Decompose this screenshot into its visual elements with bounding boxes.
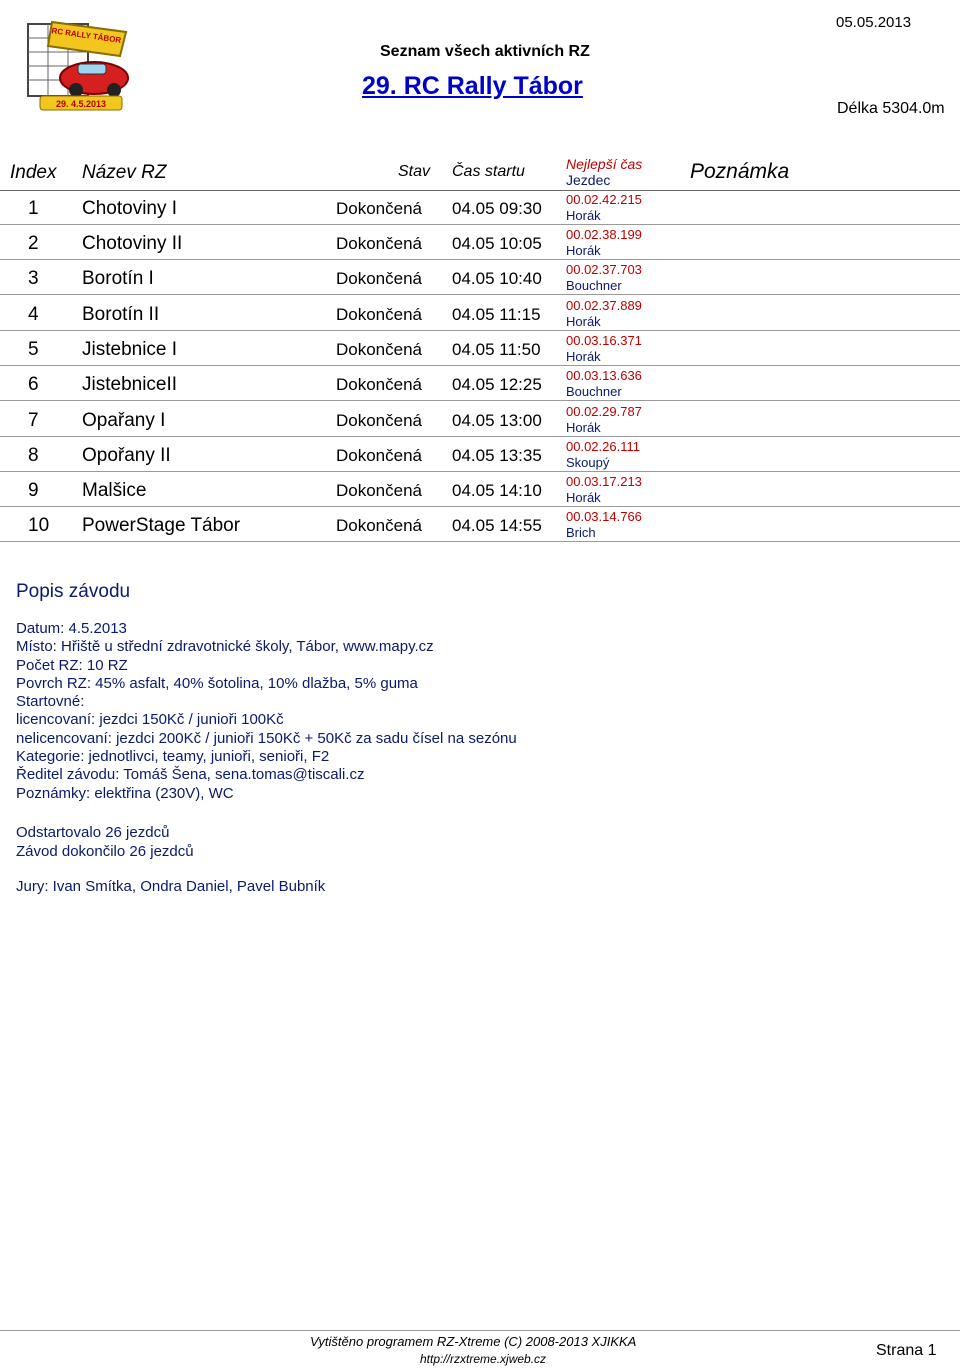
- stage-status: Dokončená: [336, 305, 423, 324]
- stage-driver: Horák: [566, 314, 601, 329]
- stage-name: Borotín I: [82, 268, 154, 289]
- stage-best-time: 00.03.13.636: [566, 368, 642, 383]
- stage-start-time: 04.05 11:50: [452, 340, 541, 359]
- started-count: Odstartovalo 26 jezdců: [16, 824, 170, 841]
- stage-index: 10: [28, 515, 50, 536]
- page-title[interactable]: 29. RC Rally Tábor: [362, 72, 583, 100]
- table-row: [0, 437, 960, 472]
- stage-start-time: 04.05 13:35: [452, 446, 542, 465]
- stage-start-time: 04.05 11:15: [452, 305, 541, 324]
- stage-start-time: 04.05 10:05: [452, 234, 542, 253]
- description-director: Ředitel závodu: Tomáš Šena, sena.tomas@tiscali.cz: [16, 766, 365, 784]
- table-row: [0, 366, 960, 401]
- stage-status: Dokončená: [336, 340, 423, 359]
- description-fee-licensed: licencovaní: jezdci 150Kč / junioři 100Kč: [16, 711, 284, 729]
- stage-name: PowerStage Tábor: [82, 515, 241, 536]
- stage-best-time: 00.02.42.215: [566, 192, 642, 207]
- page-number: Strana 1: [876, 1342, 937, 1359]
- description-heading: Popis závodu: [16, 581, 131, 602]
- description-categories: Kategorie: jednotlivci, teamy, junioři, senioři, F2: [16, 748, 330, 766]
- description-stage-count: Počet RZ: 10 RZ: [16, 656, 128, 674]
- rally-logo: [22, 16, 134, 112]
- stage-index: 2: [28, 233, 39, 254]
- stage-name: JistebniceII: [82, 374, 178, 395]
- column-header-note: Poznámka: [690, 160, 790, 183]
- stage-index: 7: [28, 410, 39, 431]
- column-header-name: Název RZ: [82, 162, 167, 183]
- jury: Jury: Ivan Smítka, Ondra Daniel, Pavel Bubník: [16, 878, 326, 895]
- stage-start-time: 04.05 14:10: [452, 481, 542, 500]
- table-row: [0, 296, 960, 331]
- row-divider: [0, 294, 960, 295]
- stage-index: 4: [28, 304, 39, 325]
- stage-driver: Brich: [566, 525, 596, 540]
- table-row: [0, 472, 960, 507]
- table-row: [0, 331, 960, 366]
- table-row: [0, 260, 960, 295]
- stage-best-time: 00.03.17.213: [566, 474, 642, 489]
- stage-start-time: 04.05 12:25: [452, 375, 542, 394]
- print-date: 05.05.2013: [836, 14, 912, 31]
- column-header-best-time: Nejlepší čas: [566, 156, 643, 172]
- stage-name: Chotoviny I: [82, 198, 178, 219]
- stage-driver: Horák: [566, 208, 601, 223]
- finished-count: Závod dokončilo 26 jezdců: [16, 843, 194, 860]
- stage-driver: Bouchner: [566, 384, 622, 399]
- logo-text-bottom: 29. 4.5.2013: [55, 99, 107, 109]
- stage-index: 1: [28, 198, 39, 219]
- footer-divider: [0, 1330, 960, 1331]
- stage-driver: Horák: [566, 243, 601, 258]
- stage-driver: Bouchner: [566, 278, 622, 293]
- stage-start-time: 04.05 09:30: [452, 199, 542, 218]
- description-location: Místo: Hřiště u střední zdravotnické školy, Tábor, www.mapy.cz: [16, 638, 434, 656]
- column-header-index: Index: [10, 162, 57, 183]
- stage-index: 9: [28, 480, 39, 501]
- stage-index: 3: [28, 268, 39, 289]
- table-row: [0, 190, 960, 225]
- row-divider: [0, 400, 960, 401]
- stage-best-time: 00.02.26.111: [566, 439, 640, 454]
- table-row: [0, 507, 960, 542]
- stage-best-time: 00.02.37.889: [566, 298, 642, 313]
- stage-status: Dokončená: [336, 199, 423, 218]
- description-date: Datum: 4.5.2013: [16, 620, 127, 637]
- stage-name: Malšice: [82, 480, 147, 501]
- stage-name: Opořany II: [82, 445, 171, 466]
- description-fee-unlicensed: nelicencovaní: jezdci 200Kč / junioři 150Kč + 50Kč za sadu čísel na sezónu: [16, 729, 517, 747]
- footer-printed-by: Vytištěno programem RZ-Xtreme (C) 2008-2013 XJIKKA: [310, 1334, 637, 1349]
- stage-start-time: 04.05 14:55: [452, 516, 542, 535]
- stage-status: Dokončená: [336, 481, 423, 500]
- table-row: [0, 402, 960, 437]
- page-subtitle: Seznam všech aktivních RZ: [380, 43, 590, 60]
- stage-name: Borotín II: [82, 304, 160, 325]
- footer-url[interactable]: http://rzxtreme.xjweb.cz: [420, 1352, 547, 1366]
- stage-best-time: 00.02.29.787: [566, 404, 642, 419]
- description-notes: Poznámky: elektřina (230V), WC: [16, 784, 234, 802]
- stage-index: 6: [28, 374, 39, 395]
- stage-driver: Horák: [566, 349, 601, 364]
- track-length: Délka 5304.0m: [837, 100, 945, 117]
- stage-index: 8: [28, 445, 39, 466]
- column-header-status: Stav: [398, 163, 431, 180]
- stage-driver: Horák: [566, 490, 601, 505]
- stage-best-time: 00.03.16.371: [566, 333, 642, 348]
- stage-name: Chotoviny II: [82, 233, 183, 254]
- stage-best-time: 00.03.14.766: [566, 509, 642, 524]
- stage-name: Jistebnice I: [82, 339, 178, 360]
- column-header-start-time: Čas startu: [452, 163, 525, 180]
- description-fee-heading: Startovné:: [16, 693, 85, 711]
- stage-status: Dokončená: [336, 446, 423, 465]
- stage-name: Opařany I: [82, 410, 166, 431]
- table-row: [0, 225, 960, 260]
- stage-start-time: 04.05 13:00: [452, 411, 542, 430]
- stage-status: Dokončená: [336, 269, 423, 288]
- stage-index: 5: [28, 339, 39, 360]
- column-header-driver: Jezdec: [566, 172, 611, 188]
- stage-driver: Horák: [566, 420, 601, 435]
- race-stats: [16, 823, 194, 861]
- stage-start-time: 04.05 10:40: [452, 269, 542, 288]
- stage-status: Dokončená: [336, 516, 423, 535]
- logo-text-top: RC RALLY TÁBOR: [50, 26, 122, 45]
- stage-best-time: 00.02.38.199: [566, 227, 642, 242]
- description-body: [16, 620, 517, 803]
- stage-status: Dokončená: [336, 411, 423, 430]
- stage-status: Dokončená: [336, 375, 423, 394]
- stage-status: Dokončená: [336, 234, 423, 253]
- stage-best-time: 00.02.37.703: [566, 262, 642, 277]
- row-divider: [0, 541, 960, 542]
- description-surface: Povrch RZ: 45% asfalt, 40% šotolina, 10% dlažba, 5% guma: [16, 674, 418, 692]
- stage-driver: Skoupý: [566, 455, 610, 470]
